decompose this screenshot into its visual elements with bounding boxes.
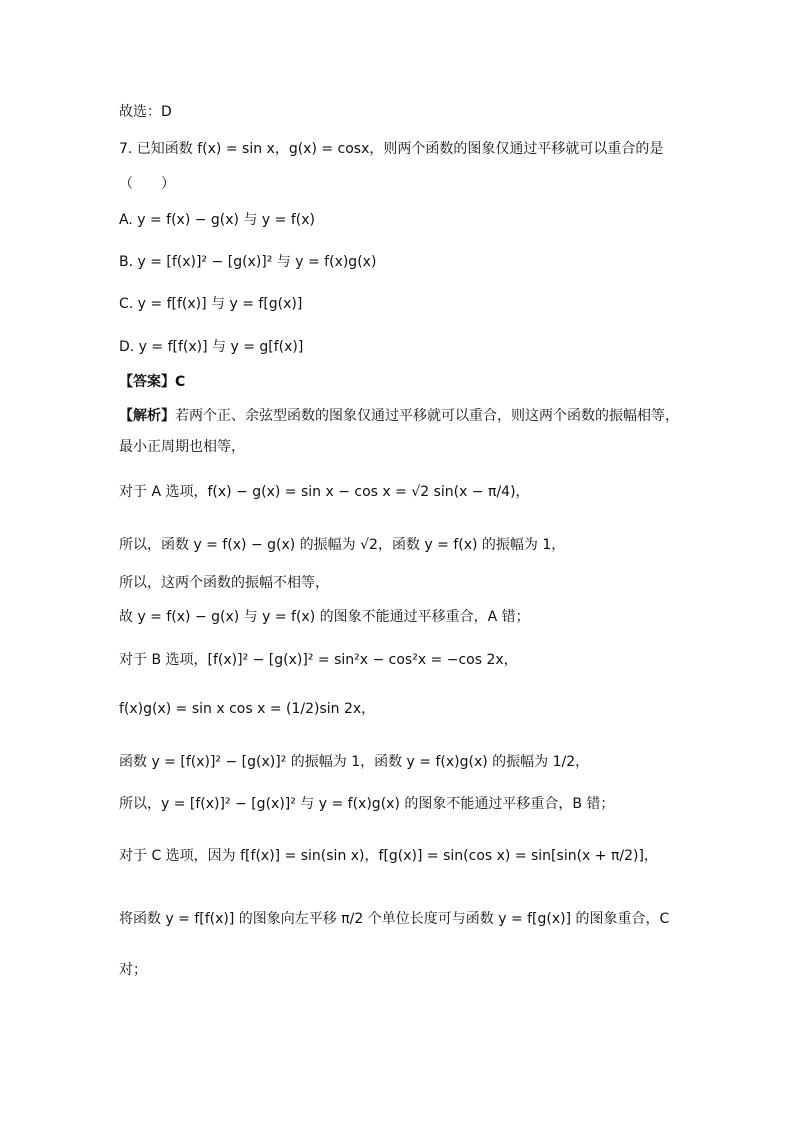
text-line-16: f(x)g(x) = sin x cos x = (1/2)sin 2x， bbox=[119, 701, 376, 717]
text-line-10: 最小正周期也相等， bbox=[119, 439, 245, 455]
text-line-15: 对于 B 选项，[f(x)]² − [g(x)]² = sin²x − cos²x = −cos 2x， bbox=[119, 652, 518, 668]
section-text: 若两个正、余弦型函数的图象仅通过平移就可以重合，则这两个函数的振幅相等， bbox=[175, 408, 679, 424]
text-line-14: 故 y = f(x) − g(x) 与 y = f(x) 的图象不能通过平移重合，A 错； bbox=[119, 609, 530, 625]
section-label: 【解析】 bbox=[119, 408, 175, 424]
text-line-20: 将函数 y = f[f(x)] 的图象向左平移 π/2 个单位长度可与函数 y = f[g(x)] 的图象重合，C bbox=[119, 911, 670, 927]
text-line-19: 对于 C 选项，因为 f[f(x)] = sin(sin x)，f[g(x)] = sin(cos x) = sin[sin(x + π/2)]， bbox=[119, 848, 658, 864]
text-line-1: 故选：D bbox=[119, 104, 172, 120]
text-line-7: D. y = f[f(x)] 与 y = g[f(x)] bbox=[119, 339, 304, 355]
text-line-12: 所以，函数 y = f(x) − g(x) 的振幅为 √2，函数 y = f(x) 的振幅为 1， bbox=[119, 537, 566, 553]
text-line-4: A. y = f(x) − g(x) 与 y = f(x) bbox=[119, 212, 315, 228]
text-line-8: 【答案】C bbox=[119, 374, 186, 390]
text-line-2: 7. 已知函数 f(x) = sin x，g(x) = cosx，则两个函数的图象仅通过平移就可以重合的是 bbox=[119, 141, 664, 157]
text-line-21: 对； bbox=[119, 962, 147, 978]
text-line-18: 所以，y = [f(x)]² − [g(x)]² 与 y = f(x)g(x) 的图象不能通过平移重合，B 错； bbox=[119, 796, 615, 812]
text-line-17: 函数 y = [f(x)]² − [g(x)]² 的振幅为 1，函数 y = f(x)g(x) 的振幅为 1/2， bbox=[119, 754, 590, 770]
text-line-11: 对于 A 选项，f(x) − g(x) = sin x − cos x = √2 sin(x − π/4)， bbox=[119, 484, 530, 500]
text-line-13: 所以，这两个函数的振幅不相等， bbox=[119, 575, 329, 591]
text-line-9 bbox=[119, 406, 679, 426]
text-line-6: C. y = f[f(x)] 与 y = f[g(x)] bbox=[119, 296, 303, 312]
text-line-5: B. y = [f(x)]² − [g(x)]² 与 y = f(x)g(x) bbox=[119, 254, 377, 270]
text-line-3: （ ） bbox=[119, 176, 175, 192]
